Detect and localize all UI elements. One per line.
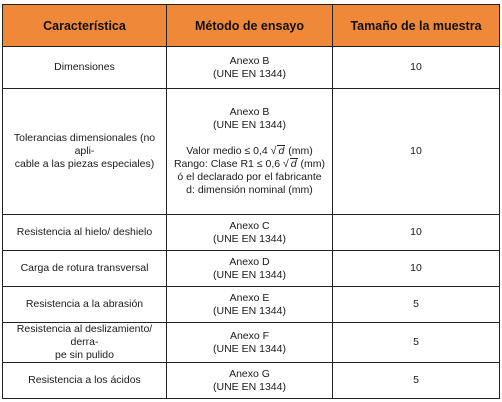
sample-cell: 10: [333, 251, 500, 287]
sqrt-var: d: [278, 145, 285, 157]
sample-cell: 5: [333, 363, 500, 399]
mean-value-text: Valor medio ≤ 0,4: [186, 145, 268, 157]
method-declared: ó el declarado por el fabricante: [177, 171, 322, 183]
table-row: [3, 363, 500, 399]
method-standard: (UNE EN 1344): [213, 380, 286, 393]
characteristic-text: Dimensiones: [54, 61, 115, 73]
range-text: Rango: Clase R1 ≤ 0,6: [173, 158, 281, 170]
specs-table: [2, 4, 500, 399]
range-unit: (mm): [300, 158, 326, 170]
sqrt-icon: √: [270, 145, 277, 157]
method-cell: [167, 89, 333, 215]
method-standard: (UNE EN 1344): [213, 304, 286, 317]
header-sample-size: Tamaño de la muestra: [333, 5, 500, 47]
characteristic-cell: [3, 215, 167, 251]
method-cell: [167, 287, 333, 323]
method-cell: [167, 363, 333, 399]
sqrt-icon: √: [283, 158, 289, 170]
characteristic-text: Resistencia al deslizamiento/ derra-: [16, 323, 153, 348]
sqrt-var: d: [290, 158, 297, 170]
method-annex: Anexo G: [229, 367, 270, 380]
table-row: [3, 215, 500, 251]
characteristic-cell: [3, 363, 167, 399]
method-annex: Anexo F: [229, 329, 270, 342]
method-annex: Anexo D: [229, 255, 270, 268]
table-row: [3, 251, 500, 287]
method-spacer: [170, 132, 329, 145]
header-characteristic: Característica: [3, 5, 167, 47]
characteristic-text: Resistencia a los ácidos: [28, 374, 141, 386]
method-annex: Anexo C: [229, 219, 270, 232]
method-cell: [167, 323, 333, 363]
characteristic-text: cable a las piezas especiales): [14, 158, 155, 170]
method-nominal: d: dimensión nominal (mm): [186, 184, 313, 196]
table-row: [3, 287, 500, 323]
sample-cell: 10: [333, 215, 500, 251]
method-annex: Anexo B: [229, 106, 270, 118]
method-cell: [167, 215, 333, 251]
method-annex: Anexo B: [229, 54, 270, 67]
method-standard: (UNE EN 1344): [213, 342, 286, 355]
method-cell: [167, 251, 333, 287]
characteristic-text: Tolerancias dimensionales (no apli-: [13, 132, 156, 157]
method-annex: Anexo E: [229, 291, 270, 304]
mean-unit: (mm): [288, 145, 313, 157]
method-range: [170, 158, 329, 171]
characteristic-text: Resistencia al hielo/ deshielo: [16, 226, 153, 238]
table-row: [3, 89, 500, 215]
method-standard: (UNE EN 1344): [213, 67, 286, 80]
characteristic-text: Resistencia a la abrasión: [25, 298, 144, 310]
characteristic-text: pe sin pulido: [55, 349, 114, 361]
method-mean-value: [170, 145, 329, 158]
table-row: [3, 47, 500, 89]
sample-cell: 10: [333, 47, 500, 89]
sample-cell: 5: [333, 287, 500, 323]
table-row: [3, 323, 500, 363]
header-method: Método de ensayo: [167, 5, 333, 47]
characteristic-cell: [3, 47, 167, 89]
method-cell: [167, 47, 333, 89]
characteristic-cell: [3, 287, 167, 323]
header-row: [3, 5, 500, 47]
method-standard: (UNE EN 1344): [213, 119, 286, 131]
characteristic-text: Carga de rotura transversal: [20, 262, 149, 274]
characteristic-cell: [3, 323, 167, 363]
method-standard: (UNE EN 1344): [213, 232, 286, 245]
characteristic-cell: [3, 251, 167, 287]
method-standard: (UNE EN 1344): [213, 268, 286, 281]
sample-cell: 5: [333, 323, 500, 363]
sample-cell: 10: [333, 89, 500, 215]
characteristic-cell: [3, 89, 167, 215]
